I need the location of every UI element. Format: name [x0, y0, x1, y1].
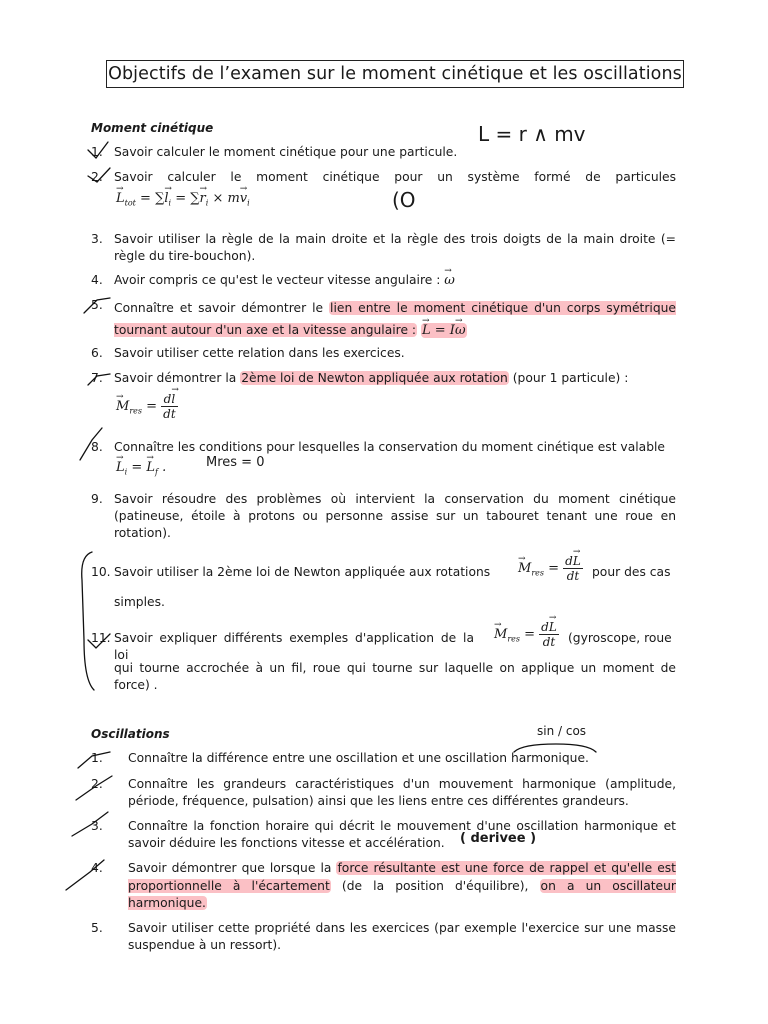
item-number: 4.: [91, 861, 103, 875]
formula-ltot: → $L_{tot}$ = ∑→ $l_i$ = ∑→ $r_i \times m\to v_i$: [116, 190, 250, 212]
item-text: Savoir utiliser cette relation dans les exercices.: [114, 346, 405, 360]
section-heading-moment: Moment cinétique: [91, 121, 214, 135]
item-number: 5.: [91, 298, 103, 312]
omega-symbol: → ω: [444, 272, 455, 289]
highlighted-text: lien entre le moment cinétique d'un corps symétrique tournant autour d'un axe et la vitesse angulaire :: [114, 301, 676, 337]
formula-l-iomega: → L = I→ ω: [421, 323, 467, 338]
item-number: 2.: [91, 170, 103, 184]
item-number: 3.: [91, 819, 103, 833]
item-text-part: Savoir démontrer que lorsque la: [128, 861, 332, 875]
item-text-part: Savoir démontrer la: [114, 371, 237, 385]
item-number: 8.: [91, 440, 103, 454]
item-text: qui tourne accrochée à un fil, roue qui tourne sur laquelle on applique un moment de force) .: [114, 661, 676, 692]
item-text: Savoir calculer le moment cinétique pour une particule.: [114, 145, 458, 159]
page-title: Objectifs de l’examen sur le moment cinétique et les oscillations: [106, 60, 684, 88]
item-text: [128, 860, 676, 913]
handwritten-l-rmv: L = r ∧ mv: [478, 122, 586, 146]
item-text: Savoir utiliser la 2ème loi de Newton appliquée aux rotations: [114, 565, 491, 579]
item-text: pour des cas: [592, 565, 671, 579]
item-text: Connaître les grandeurs caractéristiques d'un mouvement harmonique (amplitude, période, fréquence, pulsation) ainsi que les liens entre ces différentes grandeurs.: [128, 777, 676, 808]
item-text: Savoir utiliser la règle de la main droite et la règle des trois doigts de la main droite (= règle du tire-bouchon).: [114, 232, 676, 263]
handwritten-derivee: ( derivee ): [460, 831, 537, 846]
item-number: 6.: [91, 346, 103, 360]
formula-mres-dL: → $M_{res}$ = $\frac{d\to L}{dt}$: [518, 554, 583, 583]
item-number: 11.: [91, 631, 111, 645]
formula-mres-dL-2: → $M_{res}$ = $\frac{d\to L}{dt}$: [494, 620, 559, 649]
item-text: Savoir calculer le moment cinétique pour un système formé de particules: [114, 170, 676, 184]
item-number: 7.: [91, 371, 103, 385]
item-text: Connaître les conditions pour lesquelles la conservation du moment cinétique est valable: [114, 440, 665, 454]
item-number: 1.: [91, 751, 103, 765]
item-number: 9.: [91, 492, 103, 506]
item-text: Connaître la différence entre une oscillation et une oscillation harmonique.: [128, 751, 589, 765]
handwritten-mres-zero: Mres = 0: [206, 455, 265, 470]
formula-li-lf: → $L_i$ = → $L_f$ .: [116, 459, 166, 481]
item-text-part: Avoir compris ce qu'est le vecteur vitesse angulaire :: [114, 273, 441, 287]
item-text: Connaître la fonction horaire qui décrit le mouvement d'une oscillation harmonique et savoir déduire les fonctions vitesse et accélération.: [128, 819, 676, 850]
highlighted-text: on a un oscillateur harmonique.: [128, 878, 676, 910]
item-text: [114, 370, 676, 387]
section-heading-oscillations: Oscillations: [91, 727, 170, 741]
item-text: [114, 297, 676, 341]
item-number: 5.: [91, 921, 103, 935]
item-text: Savoir expliquer différents exemples d'application de la loi: [114, 631, 474, 662]
item-text: Savoir utiliser cette propriété dans les exercices (par exemple l'exercice sur une masse suspendue à un ressort).: [128, 921, 676, 952]
item-number: 4.: [91, 273, 103, 287]
item-number: 1.: [91, 145, 103, 159]
item-text: (gyroscope, roue: [568, 631, 672, 645]
item-number: 3.: [91, 232, 103, 246]
highlighted-text: 2ème loi de Newton appliquée aux rotation: [241, 371, 508, 385]
item-number: 2.: [91, 777, 103, 791]
item-text: simples.: [114, 595, 165, 609]
item-number: 10.: [91, 565, 111, 579]
item-text-part: Connaître et savoir démontrer le: [114, 301, 324, 315]
item-text: Savoir résoudre des problèmes où intervient la conservation du moment cinétique (patineuse, étoile à protons ou personne assise sur un tabouret tenant une roue en rotation).: [114, 492, 676, 540]
handwritten-sin-cos: sin / cos: [537, 724, 587, 738]
highlighted-text: force résultante est une force de rappel et qu'elle est proportionnelle à l'écartement: [128, 861, 676, 893]
item-text-part: (pour 1 particule) :: [512, 371, 629, 385]
item-text-part: (de la position d'équilibre),: [341, 878, 529, 893]
formula-mres-dl: → $M_{res}$ = $\frac{d\to l}{dt}$: [116, 392, 178, 421]
handwritten-co: (O: [392, 188, 416, 212]
item-text: [114, 272, 676, 289]
